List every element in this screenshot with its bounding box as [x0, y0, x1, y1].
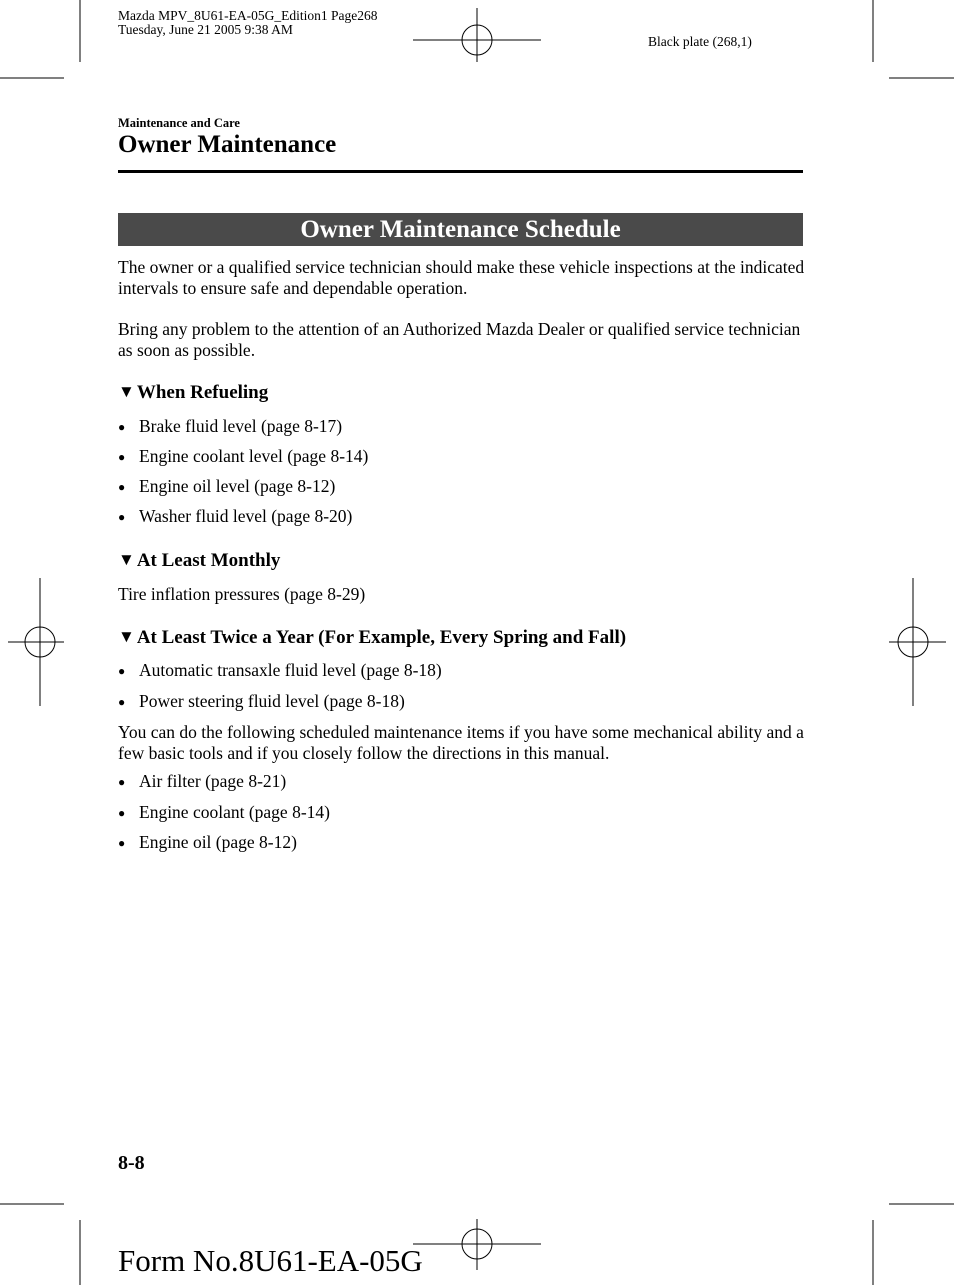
list-item [118, 802, 718, 824]
list-item [118, 476, 718, 498]
black-plate-label: Black plate (268,1) [648, 34, 752, 49]
bullet-icon: ● [118, 450, 126, 464]
slug-line-1: Mazda MPV_8U61-EA-05G_Edition1 Page268 [118, 8, 378, 23]
intro-paragraph-1: The owner or a qualified service technician should make these vehicle inspections at the indicated intervals to ensure safe and dependable operation. [118, 257, 805, 298]
twice-a-year-text: You can do the following scheduled maintenance items if you have some mechanical ability and a few basic tools and if you closely follow the directions in this manual. [118, 722, 804, 763]
list-item [118, 771, 718, 793]
subhead-twice-a-year [118, 627, 626, 649]
list-item-text: Power steering fluid level (page 8-18) [139, 691, 405, 711]
bullet-icon: ● [118, 836, 126, 850]
subhead-at-least-monthly [118, 550, 280, 572]
triangle-down-icon: ▼ [118, 550, 135, 569]
list-item [118, 416, 718, 438]
subhead-when-refueling [118, 382, 268, 404]
page-title: Owner Maintenance [118, 131, 337, 158]
bullet-icon: ● [118, 806, 126, 820]
title-rule [118, 170, 803, 173]
triangle-down-icon: ▼ [118, 627, 135, 646]
monthly-text: Tire inflation pressures (page 8-29) [118, 584, 366, 604]
bullet-icon: ● [118, 420, 126, 434]
list-item [118, 506, 718, 528]
subhead-label: At Least Twice a Year (For Example, Every Spring and Fall) [136, 627, 627, 648]
list-item [118, 691, 718, 713]
list-item [118, 446, 718, 468]
list-item [118, 832, 718, 854]
bullet-icon: ● [118, 664, 126, 678]
list-item-text: Engine oil level (page 8-12) [139, 476, 336, 496]
list-item-text: Brake fluid level (page 8-17) [139, 416, 343, 436]
list-item [118, 660, 718, 682]
bullet-icon: ● [118, 480, 126, 494]
section-label: Maintenance and Care [118, 116, 240, 130]
subhead-label: When Refueling [136, 382, 269, 403]
list-item-text: Washer fluid level (page 8-20) [139, 506, 353, 526]
page-number: 8-8 [118, 1152, 145, 1174]
bullet-icon: ● [118, 775, 126, 789]
list-item-text: Engine coolant (page 8-14) [139, 802, 330, 822]
bullet-icon: ● [118, 510, 126, 524]
schedule-banner: Owner Maintenance Schedule [118, 213, 803, 246]
slug-line-2: Tuesday, June 21 2005 9:38 AM [118, 22, 293, 37]
intro-paragraph-2: Bring any problem to the attention of an Authorized Mazda Dealer or qualified service technician as soon as possible. [118, 319, 801, 360]
list-item-text: Air filter (page 8-21) [139, 771, 287, 791]
list-item-text: Engine oil (page 8-12) [139, 832, 297, 852]
list-item-text: Automatic transaxle fluid level (page 8-18) [139, 660, 442, 680]
triangle-down-icon: ▼ [118, 382, 135, 401]
bullet-icon: ● [118, 695, 126, 709]
subhead-label: At Least Monthly [136, 550, 281, 571]
form-number: Form No.8U61-EA-05G [118, 1243, 423, 1278]
list-item-text: Engine coolant level (page 8-14) [139, 446, 369, 466]
